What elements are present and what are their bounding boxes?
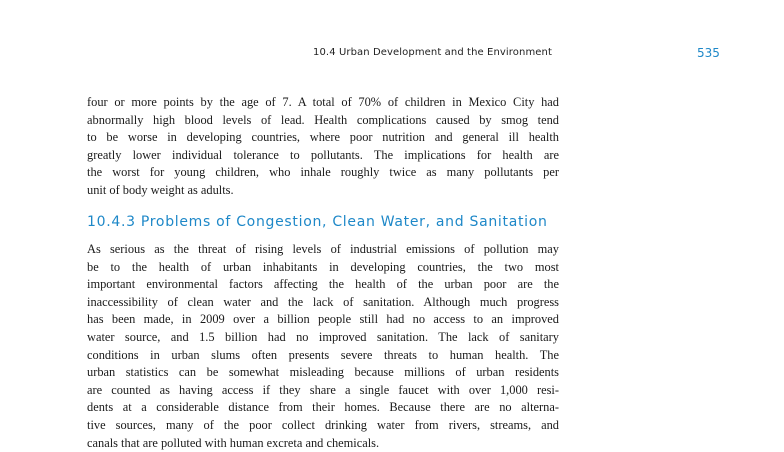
paragraph-line: unit of body weight as adults.	[87, 182, 234, 197]
paragraph-line: are counted as having access if they share a single faucet with over 1,000 resi-	[87, 382, 559, 397]
paragraph-line: urban statistics can be somewhat misleading because millions of urban residents	[87, 365, 559, 380]
paragraph-line: conditions in urban slums often presents severe threats to human health. The	[87, 347, 559, 362]
paragraph-lead-exposure	[87, 94, 559, 200]
paragraph-line: important environmental factors affecting the health of the urban poor are the	[87, 277, 559, 292]
paragraph-line: has been made, in 2009 over a billion people still had no access to an improved	[87, 312, 559, 327]
paragraph-line: tive sources, many of the poor collect drinking water from rivers, streams, and	[87, 417, 559, 432]
running-head-title: 10.4 Urban Development and the Environment	[313, 47, 552, 58]
paragraph-line: four or more points by the age of 7. A total of 70% of children in Mexico City had	[87, 95, 559, 109]
paragraph-line: As serious as the threat of rising levels of industrial emissions of pollution may	[87, 242, 559, 256]
page-number: 535	[697, 46, 720, 60]
paragraph-line: abnormally high blood levels of lead. Health complications caused by smog tend	[87, 112, 559, 127]
paragraph-line: the worst for young children, who inhale roughly twice as many pollutants per	[87, 165, 559, 180]
paragraph-line: to be worse in developing countries, where poor nutrition and general ill health	[87, 130, 559, 145]
paragraph-line: greatly lower individual tolerance to pollutants. The implications for health are	[87, 147, 559, 162]
paragraph-line: dents at a considerable distance from their homes. Because there are no alterna-	[87, 400, 559, 415]
paragraph-line: inaccessibility of clean water and the lack of sanitation. Although much progress	[87, 294, 559, 309]
paragraph-line: be to the health of urban inhabitants in developing countries, the two most	[87, 259, 559, 274]
paragraph-line: water source, and 1.5 billion had no improved sanitation. The lack of sanitary	[87, 329, 559, 344]
section-heading: 10.4.3 Problems of Congestion, Clean Water, and Sanitation	[87, 214, 548, 230]
paragraph-water-sanitation	[87, 241, 559, 452]
paragraph-line: canals that are polluted with human excreta and chemicals.	[87, 435, 380, 450]
running-head	[0, 46, 784, 64]
